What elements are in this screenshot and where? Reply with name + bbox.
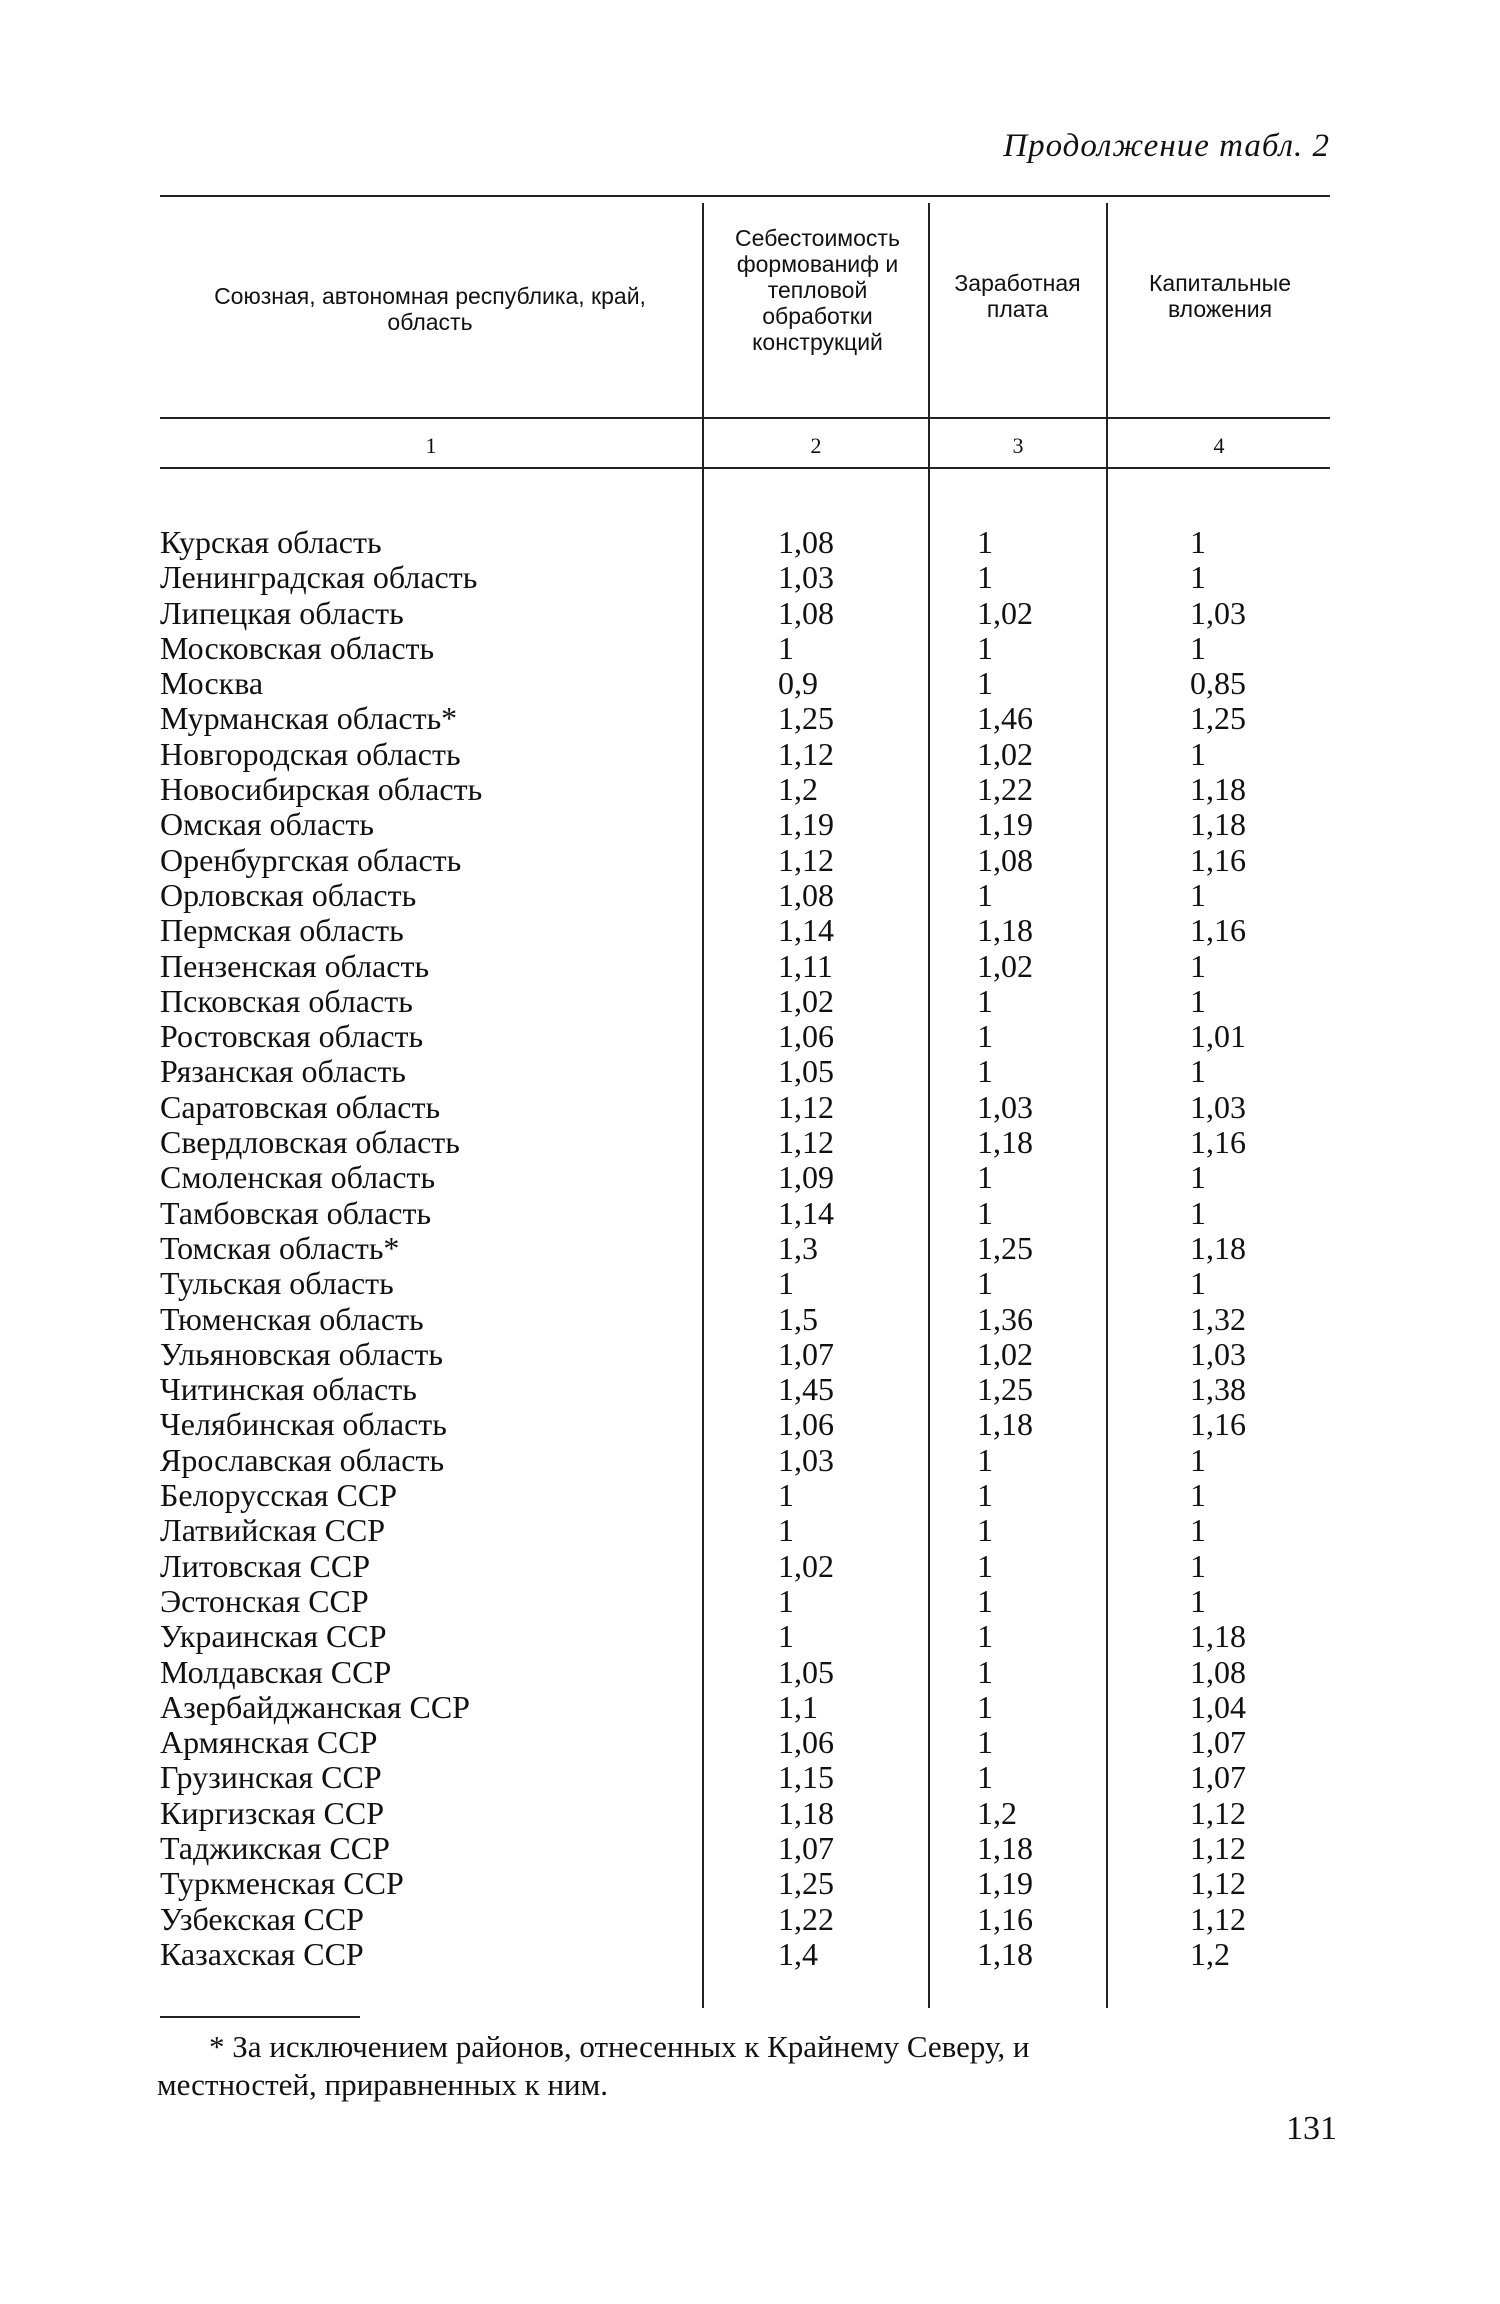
region-name: Туркменская ССР <box>160 1865 404 1902</box>
cost-coefficient: 1,02 <box>778 1547 834 1584</box>
investment-coefficient: 1,01 <box>1190 1018 1246 1055</box>
investment-coefficient: 1 <box>1190 1053 1206 1090</box>
table-row <box>160 666 1330 701</box>
region-name: Томская область* <box>160 1229 400 1266</box>
cost-coefficient: 1,3 <box>778 1229 818 1266</box>
footnote-rule <box>160 2016 360 2018</box>
wage-coefficient: 1,02 <box>977 735 1033 772</box>
investment-coefficient: 1,12 <box>1190 1865 1246 1902</box>
wage-coefficient: 1,02 <box>977 947 1033 984</box>
cost-coefficient: 1,05 <box>778 1653 834 1690</box>
investment-coefficient: 1,12 <box>1190 1794 1246 1831</box>
cost-coefficient: 1,12 <box>778 1088 834 1125</box>
table-row <box>160 1443 1330 1478</box>
investment-coefficient: 1,16 <box>1190 912 1246 949</box>
wage-coefficient: 1,18 <box>977 912 1033 949</box>
cost-coefficient: 1,14 <box>778 1194 834 1231</box>
cost-coefficient: 1,12 <box>778 1124 834 1161</box>
investment-coefficient: 1,16 <box>1190 1406 1246 1443</box>
cost-coefficient: 1,12 <box>778 841 834 878</box>
cost-coefficient: 1,14 <box>778 912 834 949</box>
header-cost: Себестоимость формованиф и тепловой обработки конструкций <box>735 225 900 355</box>
footnote-line-2: местностей, приравненных к ним. <box>157 2067 609 2102</box>
table-row <box>160 1407 1330 1442</box>
investment-coefficient: 1 <box>1190 876 1206 913</box>
investment-coefficient: 1,18 <box>1190 1618 1246 1655</box>
wage-coefficient: 1 <box>977 1194 993 1231</box>
table-row <box>160 1866 1330 1901</box>
investment-coefficient: 1,03 <box>1190 1335 1246 1372</box>
cost-coefficient: 1,02 <box>778 982 834 1019</box>
investment-coefficient: 1 <box>1190 559 1206 596</box>
table-row <box>160 1655 1330 1690</box>
cost-coefficient: 1,07 <box>778 1829 834 1866</box>
cost-coefficient: 1,4 <box>778 1935 818 1972</box>
investment-coefficient: 1 <box>1190 524 1206 560</box>
region-name: Московская область <box>160 629 435 666</box>
table-row <box>160 1478 1330 1513</box>
investment-coefficient: 1 <box>1190 1582 1206 1619</box>
table-row <box>160 1902 1330 1937</box>
region-name: Москва <box>160 665 264 702</box>
cost-coefficient: 1,05 <box>778 1053 834 1090</box>
region-name: Новгородская область <box>160 735 461 772</box>
investment-coefficient: 1,03 <box>1190 1088 1246 1125</box>
table-row <box>160 1584 1330 1619</box>
investment-coefficient: 1 <box>1190 735 1206 772</box>
wage-coefficient: 1,08 <box>977 841 1033 878</box>
table-row <box>160 772 1330 807</box>
cost-coefficient: 1 <box>778 1582 794 1619</box>
cost-coefficient: 1,06 <box>778 1406 834 1443</box>
table-row <box>160 1619 1330 1654</box>
investment-coefficient: 1 <box>1190 1194 1206 1231</box>
column-number-4: 4 <box>1213 433 1225 458</box>
wage-coefficient: 1 <box>977 1724 993 1761</box>
wage-coefficient: 1 <box>977 1582 993 1619</box>
cost-coefficient: 1 <box>778 629 794 666</box>
region-name: Псковская область <box>160 982 413 1019</box>
region-name: Казахская ССР <box>160 1935 364 1972</box>
wage-coefficient: 1,19 <box>977 806 1033 843</box>
wage-coefficient: 1 <box>977 559 993 596</box>
investment-coefficient: 1 <box>1190 1547 1206 1584</box>
investment-coefficient: 1,12 <box>1190 1900 1246 1937</box>
wage-coefficient: 1 <box>977 1477 993 1514</box>
investment-coefficient: 0,85 <box>1190 665 1246 702</box>
region-name: Ярославская область <box>160 1441 445 1478</box>
header-region: Союзная, автономная республика, край, область <box>214 283 646 335</box>
investment-coefficient: 1,16 <box>1190 841 1246 878</box>
column-number-3: 3 <box>1012 433 1024 458</box>
investment-coefficient: 1 <box>1190 982 1206 1019</box>
investment-coefficient: 1,07 <box>1190 1724 1246 1761</box>
table-row <box>160 913 1330 948</box>
region-name: Новосибирская область <box>160 771 483 808</box>
table-row <box>160 1090 1330 1125</box>
table-row <box>160 1160 1330 1195</box>
region-name: Ульяновская область <box>160 1335 443 1372</box>
wage-coefficient: 1,46 <box>977 700 1033 737</box>
wage-coefficient: 1 <box>977 1653 993 1690</box>
wage-coefficient: 1 <box>977 629 993 666</box>
region-name: Свердловская область <box>160 1124 460 1161</box>
table-row <box>160 1690 1330 1725</box>
wage-coefficient: 1 <box>977 982 993 1019</box>
cost-coefficient: 1,03 <box>778 1441 834 1478</box>
region-name: Мурманская область* <box>160 700 458 737</box>
cost-coefficient: 1,18 <box>778 1794 834 1831</box>
wage-coefficient: 1,36 <box>977 1300 1033 1337</box>
cost-coefficient: 1,2 <box>778 771 818 808</box>
region-name: Азербайджанская ССР <box>160 1688 470 1725</box>
region-name: Латвийская ССР <box>160 1512 386 1549</box>
wage-coefficient: 1 <box>977 1688 993 1725</box>
region-name: Курская область <box>160 524 382 560</box>
table-row <box>160 949 1330 984</box>
region-name: Пермская область <box>160 912 404 949</box>
cost-coefficient: 1,19 <box>778 806 834 843</box>
investment-coefficient: 1,38 <box>1190 1371 1246 1408</box>
investment-coefficient: 1,03 <box>1190 594 1246 631</box>
header-rule <box>160 417 1330 419</box>
investment-coefficient: 1 <box>1190 629 1206 666</box>
investment-coefficient: 1 <box>1190 1265 1206 1302</box>
table-row <box>160 1796 1330 1831</box>
cost-coefficient: 1 <box>778 1512 794 1549</box>
cost-coefficient: 1,09 <box>778 1159 834 1196</box>
region-name: Читинская область <box>160 1371 417 1408</box>
region-name: Тамбовская область <box>160 1194 432 1231</box>
investment-coefficient: 1,12 <box>1190 1829 1246 1866</box>
investment-coefficient: 1 <box>1190 947 1206 984</box>
wage-coefficient: 1 <box>977 524 993 560</box>
wage-coefficient: 1,18 <box>977 1829 1033 1866</box>
wage-coefficient: 1,18 <box>977 1124 1033 1161</box>
data-table <box>160 195 1330 2015</box>
wage-coefficient: 1,22 <box>977 771 1033 808</box>
investment-coefficient: 1,18 <box>1190 806 1246 843</box>
table-row <box>160 1513 1330 1548</box>
wage-coefficient: 1,16 <box>977 1900 1033 1937</box>
region-name: Оренбургская область <box>160 841 462 878</box>
wage-coefficient: 1,25 <box>977 1371 1033 1408</box>
table-row <box>160 1196 1330 1231</box>
cost-coefficient: 1 <box>778 1265 794 1302</box>
region-name: Украинская ССР <box>160 1618 387 1655</box>
investment-coefficient: 1 <box>1190 1512 1206 1549</box>
table-row <box>160 701 1330 736</box>
table-row <box>160 1760 1330 1795</box>
table-row <box>160 737 1330 772</box>
region-name: Смоленская область <box>160 1159 436 1196</box>
table-row <box>160 843 1330 878</box>
cost-coefficient: 0,9 <box>778 665 818 702</box>
investment-coefficient: 1,25 <box>1190 700 1246 737</box>
region-name: Рязанская область <box>160 1053 406 1090</box>
table-caption: Продолжение табл. 2 <box>1003 128 1330 164</box>
table-row <box>160 525 1330 560</box>
region-name: Тульская область <box>160 1265 394 1302</box>
cost-coefficient: 1 <box>778 1618 794 1655</box>
wage-coefficient: 1,25 <box>977 1229 1033 1266</box>
header-wages: Заработная плата <box>954 270 1081 322</box>
table-row <box>160 631 1330 666</box>
table-row <box>160 807 1330 842</box>
cost-coefficient: 1 <box>778 1477 794 1514</box>
cost-coefficient: 1,03 <box>778 559 834 596</box>
table-row <box>160 596 1330 631</box>
investment-coefficient: 1,07 <box>1190 1759 1246 1796</box>
table-row <box>160 1337 1330 1372</box>
wage-coefficient: 1,02 <box>977 1335 1033 1372</box>
cost-coefficient: 1,25 <box>778 700 834 737</box>
region-name: Челябинская область <box>160 1406 447 1443</box>
region-name: Эстонская ССР <box>160 1582 369 1619</box>
table-row <box>160 1054 1330 1089</box>
table-row <box>160 1231 1330 1266</box>
wage-coefficient: 1 <box>977 1053 993 1090</box>
cost-coefficient: 1,5 <box>778 1300 818 1337</box>
region-name: Ленинградская область <box>160 559 478 596</box>
investment-coefficient: 1,16 <box>1190 1124 1246 1161</box>
wage-coefficient: 1 <box>977 1759 993 1796</box>
page-number: 131 <box>1286 2110 1337 2147</box>
investment-coefficient: 1,18 <box>1190 771 1246 808</box>
wage-coefficient: 1 <box>977 1265 993 1302</box>
wage-coefficient: 1 <box>977 1512 993 1549</box>
cost-coefficient: 1,11 <box>778 947 833 984</box>
cost-coefficient: 1,12 <box>778 735 834 772</box>
wage-coefficient: 1,2 <box>977 1794 1017 1831</box>
region-name: Армянская ССР <box>160 1724 378 1761</box>
region-name: Пензенская область <box>160 947 430 984</box>
table-row <box>160 560 1330 595</box>
footnote <box>157 2028 1337 2104</box>
cost-coefficient: 1,25 <box>778 1865 834 1902</box>
region-name: Узбекская ССР <box>160 1900 364 1937</box>
investment-coefficient: 1,18 <box>1190 1229 1246 1266</box>
footnote-line-1: * За исключением районов, отнесенных к Крайнему Северу, и <box>209 2029 1030 2064</box>
table-row <box>160 1302 1330 1337</box>
wage-coefficient: 1 <box>977 1547 993 1584</box>
region-name: Белорусская ССР <box>160 1477 397 1514</box>
table-row <box>160 1831 1330 1866</box>
table-row <box>160 984 1330 1019</box>
cost-coefficient: 1,06 <box>778 1724 834 1761</box>
wage-coefficient: 1,03 <box>977 1088 1033 1125</box>
top-rule <box>160 195 1330 197</box>
wage-coefficient: 1 <box>977 876 993 913</box>
wage-coefficient: 1 <box>977 1618 993 1655</box>
table-row <box>160 1266 1330 1301</box>
table-row <box>160 1549 1330 1584</box>
cost-coefficient: 1,08 <box>778 594 834 631</box>
cost-coefficient: 1,45 <box>778 1371 834 1408</box>
investment-coefficient: 1,32 <box>1190 1300 1246 1337</box>
cost-coefficient: 1,06 <box>778 1018 834 1055</box>
investment-coefficient: 1 <box>1190 1159 1206 1196</box>
region-name: Омская область <box>160 806 374 843</box>
number-rule <box>160 467 1330 469</box>
region-name: Тюменская область <box>160 1300 424 1337</box>
region-name: Молдавская ССР <box>160 1653 392 1690</box>
region-name: Литовская ССР <box>160 1547 370 1584</box>
region-name: Киргизская ССР <box>160 1794 385 1831</box>
table-row <box>160 1937 1330 1972</box>
wage-coefficient: 1,18 <box>977 1406 1033 1443</box>
column-number-2: 2 <box>810 433 822 458</box>
wage-coefficient: 1 <box>977 665 993 702</box>
cost-coefficient: 1,22 <box>778 1900 834 1937</box>
region-name: Ростовская область <box>160 1018 424 1055</box>
table-row <box>160 1725 1330 1760</box>
wage-coefficient: 1 <box>977 1159 993 1196</box>
region-name: Таджикская ССР <box>160 1829 390 1866</box>
cost-coefficient: 1,1 <box>778 1688 818 1725</box>
investment-coefficient: 1 <box>1190 1441 1206 1478</box>
investment-coefficient: 1,2 <box>1190 1935 1230 1972</box>
cost-coefficient: 1,07 <box>778 1335 834 1372</box>
table-body <box>160 525 1330 1972</box>
investment-coefficient: 1 <box>1190 1477 1206 1514</box>
wage-coefficient: 1 <box>977 1441 993 1478</box>
table-row <box>160 1372 1330 1407</box>
region-name: Саратовская область <box>160 1088 441 1125</box>
table-row <box>160 1019 1330 1054</box>
wage-coefficient: 1,18 <box>977 1935 1033 1972</box>
cost-coefficient: 1,08 <box>778 876 834 913</box>
investment-coefficient: 1,04 <box>1190 1688 1246 1725</box>
column-number-1: 1 <box>425 433 437 458</box>
investment-coefficient: 1,08 <box>1190 1653 1246 1690</box>
region-name: Грузинская ССР <box>160 1759 382 1796</box>
table-row <box>160 1125 1330 1160</box>
wage-coefficient: 1,19 <box>977 1865 1033 1902</box>
cost-coefficient: 1,08 <box>778 524 834 560</box>
wage-coefficient: 1,02 <box>977 594 1033 631</box>
wage-coefficient: 1 <box>977 1018 993 1055</box>
table-row <box>160 878 1330 913</box>
region-name: Орловская область <box>160 876 417 913</box>
cost-coefficient: 1,15 <box>778 1759 834 1796</box>
region-name: Липецкая область <box>160 594 404 631</box>
header-investment: Капитальные вложения <box>1149 270 1291 322</box>
